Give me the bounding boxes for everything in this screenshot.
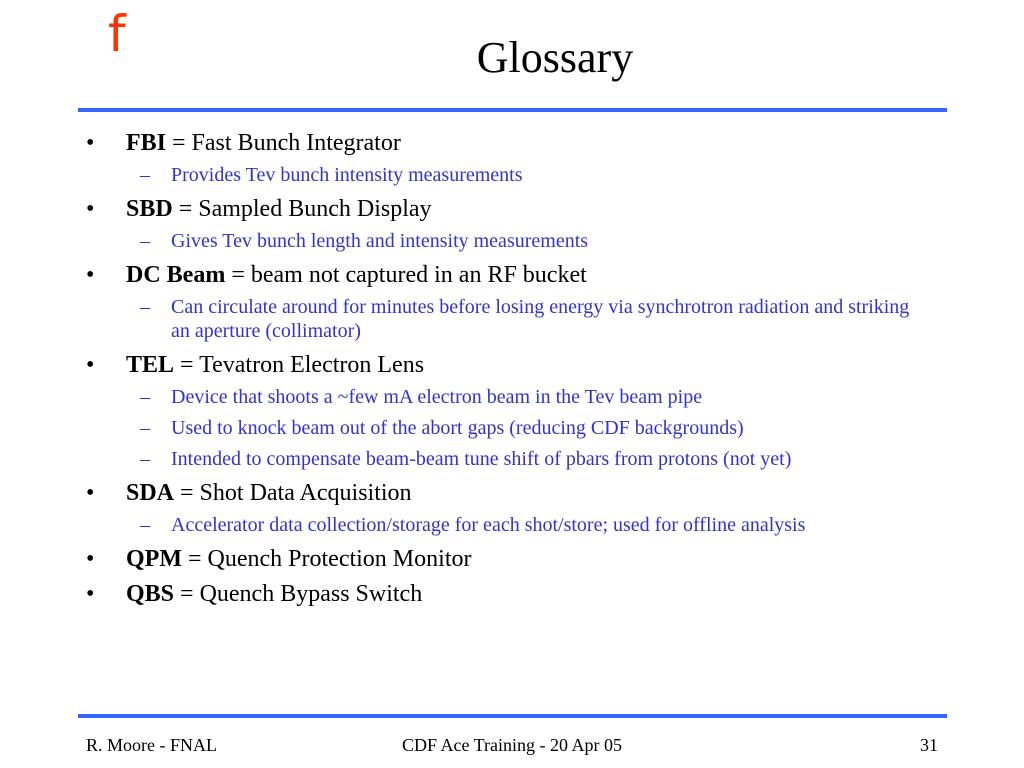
bullet-marker: •: [86, 352, 95, 378]
glossary-term: [0, 260, 1024, 290]
glossary-term: [0, 544, 1024, 574]
term-definition: = Quench Protection Monitor: [181, 546, 472, 572]
bullet-marker: •: [86, 581, 95, 607]
term-definition: = beam not captured in an RF bucket: [225, 262, 587, 288]
term-detail: [0, 447, 1024, 471]
term-abbreviation: SDA: [126, 480, 175, 506]
glossary-term: [0, 579, 1024, 609]
term-detail: [0, 416, 1024, 440]
detail-text: Can circulate around for minutes before losing energy via synchrotron radiation and striking an aperture (collimator): [171, 296, 910, 342]
glossary-term: [0, 194, 1024, 224]
bottom-divider: [78, 714, 947, 718]
term-abbreviation: QBS: [126, 581, 175, 607]
detail-text: Used to knock beam out of the abort gaps (reducing CDF backgrounds): [171, 417, 744, 439]
bullet-marker: •: [86, 262, 95, 288]
dash-marker: –: [140, 386, 150, 408]
term-abbreviation: QPM: [126, 546, 182, 572]
dash-marker: –: [140, 230, 150, 252]
term-definition: = Tevatron Electron Lens: [174, 352, 425, 378]
glossary-term: [0, 128, 1024, 158]
term-abbreviation: DC Beam: [126, 262, 226, 288]
detail-text: Device that shoots a ~few mA electron beam in the Tev beam pipe: [171, 386, 703, 408]
term-abbreviation: TEL: [126, 352, 175, 378]
detail-text: Accelerator data collection/storage for each shot/store; used for offline analysis: [171, 514, 806, 536]
bullet-marker: •: [86, 480, 95, 506]
bullet-marker: •: [86, 546, 95, 572]
term-detail: [0, 385, 1024, 409]
dash-marker: –: [140, 164, 150, 186]
bullet-marker: •: [86, 196, 95, 222]
term-abbreviation: SBD: [126, 196, 173, 222]
term-definition: = Sampled Bunch Display: [172, 196, 432, 222]
top-divider: [78, 108, 947, 112]
term-detail: [0, 163, 1024, 187]
slide-title: Glossary: [476, 33, 634, 82]
term-definition: = Shot Data Acquisition: [174, 480, 412, 506]
fermilab-logo: f: [108, 5, 126, 63]
detail-text: Provides Tev bunch intensity measurements: [171, 164, 523, 186]
bullet-marker: •: [86, 130, 95, 156]
detail-text: Intended to compensate beam-beam tune shift of pbars from protons (not yet): [171, 448, 792, 470]
dash-marker: –: [140, 514, 150, 536]
footer-event: CDF Ace Training - 20 Apr 05: [401, 735, 623, 755]
glossary-term: [0, 350, 1024, 380]
term-detail: [0, 295, 1024, 343]
footer-author: R. Moore - FNAL: [86, 735, 217, 755]
term-definition: = Quench Bypass Switch: [174, 581, 423, 607]
footer-page-number: 31: [920, 735, 938, 755]
term-detail: [0, 229, 1024, 253]
dash-marker: –: [140, 296, 150, 318]
term-abbreviation: FBI: [126, 130, 167, 156]
detail-text: Gives Tev bunch length and intensity measurements: [171, 230, 589, 252]
term-definition: = Fast Bunch Integrator: [166, 130, 401, 156]
dash-marker: –: [140, 417, 150, 439]
glossary-term: [0, 478, 1024, 508]
term-detail: [0, 513, 1024, 537]
dash-marker: –: [140, 448, 150, 470]
glossary-list: [0, 128, 1024, 614]
